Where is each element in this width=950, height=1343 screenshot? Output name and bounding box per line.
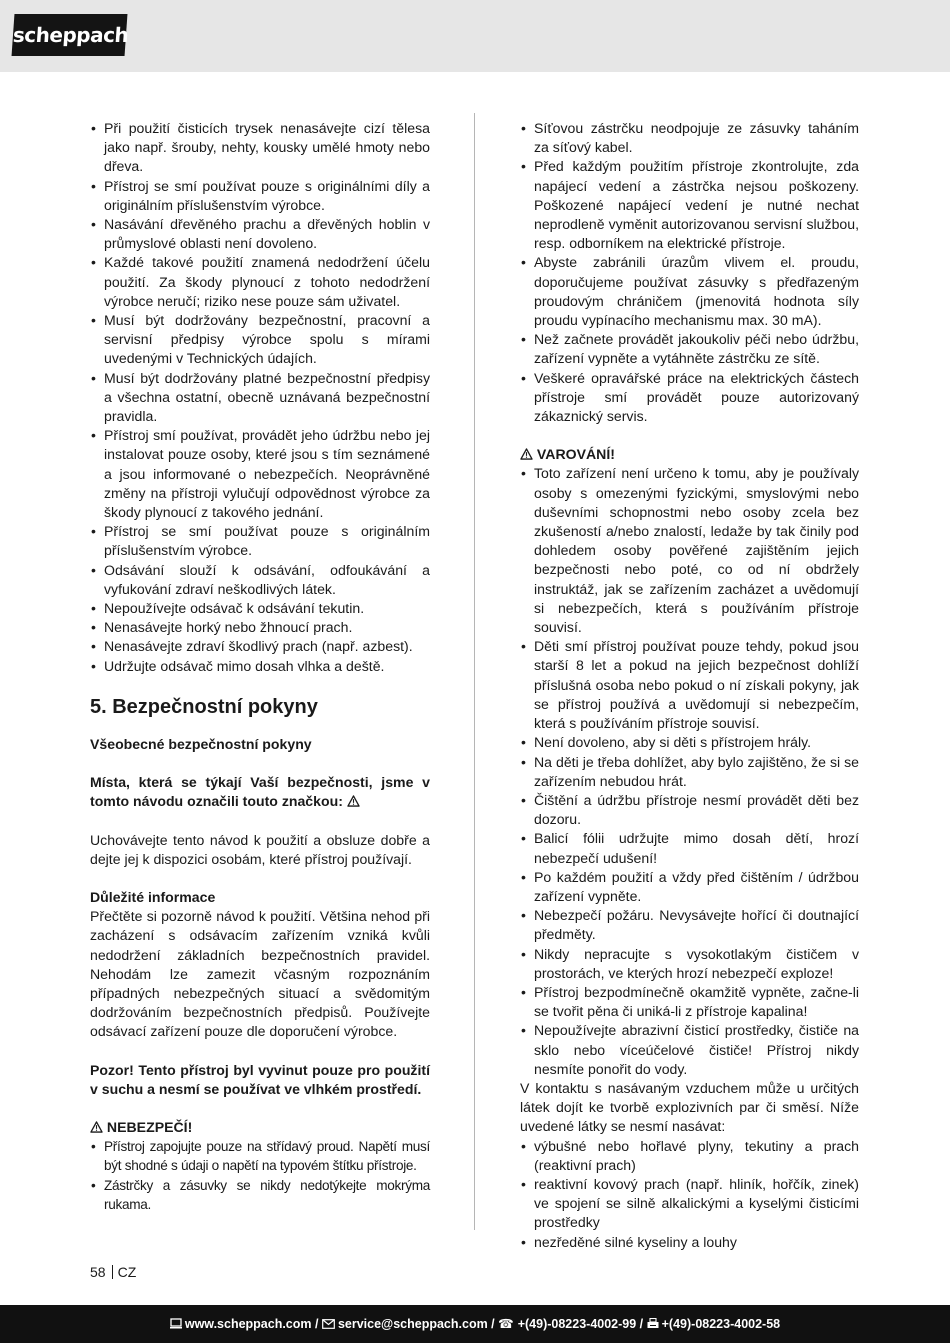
list-item: • Musí být dodržovány bezpečnostní, pracovní a servisní předpisy výrobce spolu s mírami uvedenými v Technických údajích. [90, 311, 430, 369]
usage-bullet-list [90, 119, 430, 676]
subheading: Všeobecné bezpečnostní pokyny [90, 735, 312, 752]
warning-heading [520, 445, 859, 464]
list-item: • Přístroj bezpodmínečně okamžitě vypněte, začne-li se tvořit pěna či uniká-li z přístroje kapalina! [520, 983, 859, 1021]
list-item: • Nebezpečí požáru. Nevysávejte hořící či doutnající předměty. [520, 906, 859, 944]
footer-email-text[interactable]: service@scheppach.com [337, 1317, 488, 1331]
page-number-separator [112, 1265, 113, 1279]
footer-phone-text: +(49)-08223-4002-99 [517, 1317, 637, 1331]
list-item: • Nasávání dřevěného prachu a dřevěných hoblin v průmyslové oblasti není dovoleno. [90, 215, 430, 253]
list-item: • Nepoužívejte odsávač k odsávání tekutin. [90, 599, 430, 618]
warning-triangle-icon [520, 448, 533, 460]
phone-icon: ☎ [498, 1317, 514, 1331]
info-text: Přečtěte si pozorně návod k použití. Většina nehod při zacházení s odsávacím zařízením vzniká kvůli nedodržení základních bezpečnostních pravidel. Nehodám lze zamezit včasným rozpoznáním případných nebezpečných situací a svědomitým dodržováním bezpečnostních předpisů. Používejte odsávací zařízení pouze dle doporučení výrobce. [90, 908, 430, 1040]
list-item: • Balicí fólii udržujte mimo dosah dětí, hrozí nebezpečí udušení! [520, 829, 859, 867]
contact-footer-bar: www.scheppach.com / service@scheppach.com / ☎ +(49)-08223-4002-99 / +(49)-08223-4002-58 [0, 1305, 950, 1343]
warning-triangle-icon [90, 1121, 103, 1133]
list-item: • Přístroj se smí používat pouze s originálním příslušenstvím výrobce. [90, 522, 430, 560]
list-item: • Nenasávejte horký nebo žhnoucí prach. [90, 618, 430, 637]
list-item: • Při použití čisticích trysek nenasávejte cizí tělesa jako např. šrouby, nehty, kousky umělé hmoty nebo dřeva. [90, 119, 430, 177]
list-item: • Odsávání slouží k odsávání, odfoukávání a vyfukování zdraví neškodlivých látek. [90, 561, 430, 599]
warning-triangle-icon [347, 795, 360, 807]
column-divider [474, 113, 475, 1230]
caution-text: Pozor! Tento přístroj byl vyvinut pouze pro použití v suchu a nesmí se používat ve vlhkém prostředí. [90, 1061, 430, 1097]
list-item: • Nenasávejte zdraví škodlivý prach (např. azbest). [90, 637, 430, 656]
right-column [520, 119, 859, 1252]
list-item: • Děti smí přístroj používat pouze tehdy, pokud jsou starší 8 let a pokud na jejich bezpečnost dohlíží příslušná osoba nebo pokud o ní získali pokyny, jak se přístroj používá a uvědomují si nebezpečím, která s používáním přístroje souvisí. [520, 637, 859, 733]
list-item: • Zástrčky a zásuvky se nikdy nedotýkejte mokrýma rukama. [90, 1176, 430, 1214]
list-item: • Přístroj smí používat, provádět jeho údržbu nebo jej instalovat pouze osoby, které jsou s tím seznámené a jsou informované o nebezpečích. Neoprávněné změny na přístroji vylučují odpovědnost výrobce za škody plynoucí z takového jednání. [90, 426, 430, 522]
list-item: • Před každým použitím přístroje zkontrolujte, zda napájecí vedení a zástrčka nejsou poškozeny. Poškozené napájecí vedení je nutné nechat neprodleně vyměnit autorizovanou servisní službou, resp. odborníkem na elektrické přístroje. [520, 157, 859, 253]
list-item: • nezředěné silné kyseliny a louhy [520, 1233, 859, 1252]
safety-mark-note-text: Místa, která se týkají Vaší bezpečnosti, jsme v tomto návodu označili touto značkou: [90, 774, 430, 810]
danger-title: NEBEZPEČÍ! [106, 1118, 193, 1135]
envelope-icon [322, 1319, 335, 1329]
footer-web [170, 1317, 312, 1331]
list-item: • Abyste zabránili úrazům vlivem el. proudu, doporučujeme používat zásuvky s předřazeným proudovým chráničem (jmenovitá hodnota síly proudu vypínacího mechanismu max. 30 mA). [520, 253, 859, 330]
electrical-bullet-list [520, 119, 859, 426]
footer-phone [498, 1317, 636, 1331]
list-item: • Každé takové použití znamená nedodržení účelu použití. Za škody plynoucí z tohoto nedodržení výrobce neručí; riziko nese pouze sám uživatel. [90, 253, 430, 311]
list-item: • Toto zařízení není určeno k tomu, aby je používaly osoby s omezenými fyzickými, smyslovými nebo duševními schopnostmi nebo osoby zcela bez zkušeností a/nebo znalostí, ledaže by tak činily pod dohledem osoby pověřené zajištěním jejich bezpečnosti nebo poté, co od ní obdržely instruktáž, jak se zařízením zacházet a uvědomují si nebezpečích, která s používáním přístroje souvisí. [520, 464, 859, 637]
list-item: • Síťovou zástrčku neodpojuje ze zásuvky taháním za síťový kabel. [520, 119, 859, 157]
contact-text: V kontaktu s nasávaným vzduchem může u určitých látek dojít ke tvorbě explozivních par či směsí. Níže uvedené látky se nesmí nasávat: [520, 1079, 859, 1135]
list-item: • Přístroj zapojujte pouze na střídavý proud. Napětí musí být shodné s údaji o napětí na typovém štítku přístroje. [90, 1137, 430, 1175]
danger-heading [90, 1118, 430, 1137]
list-item: • Veškeré opravářské práce na elektrických částech přístroje smí provádět pouze autorizovaný zákaznický servis. [520, 369, 859, 427]
info-title: Důležité informace [90, 888, 216, 905]
list-item: • Nepoužívejte abrazivní čisticí prostředky, čističe na sklo nebo víceúčelové čističe! Přístroj nikdy nesmíte ponořit do vody. [520, 1021, 859, 1079]
page-language: CZ [117, 1264, 137, 1280]
list-item: • Není dovoleno, aby si děti s přístrojem hrály. [520, 733, 859, 752]
footer-web-text[interactable]: www.scheppach.com [184, 1317, 312, 1331]
list-item: • Přístroj se smí používat pouze s originálními díly a originálním příslušenstvím výrobce. [90, 177, 430, 215]
warning-title: VAROVÁNÍ! [536, 446, 615, 463]
list-item: • Na děti je třeba dohlížet, aby bylo zajištěno, že si se zařízením nebudou hrát. [520, 753, 859, 791]
list-item: • Udržujte odsávač mimo dosah vlhka a deště. [90, 657, 430, 676]
footer-email [322, 1317, 488, 1331]
substances-bullet-list [520, 1137, 859, 1252]
list-item: • Čištění a údržbu přístroje nesmí provádět děti bez dozoru. [520, 791, 859, 829]
header-band [0, 0, 950, 72]
warning-bullet-list [520, 464, 859, 1079]
scheppach-logo: scheppach [12, 14, 128, 56]
list-item: • Po každém použití a vždy před čištěním / údržbou zařízení vypněte. [520, 868, 859, 906]
safety-mark-note [90, 773, 430, 811]
list-item: • Musí být dodržovány platné bezpečnostní předpisy a všechna ostatní, obecně uznávaná bezpečnostní pravidla. [90, 369, 430, 427]
footer-fax-text: +(49)-08223-4002-58 [661, 1317, 781, 1331]
page-number [90, 1264, 136, 1280]
list-item: • výbušné nebo hořlavé plyny, tekutiny a prach (reaktivní prach) [520, 1137, 859, 1175]
fax-icon [647, 1318, 659, 1329]
keep-manual-text: Uchovávejte tento návod k použití a obsluze dobře a dejte jej k dispozici osobám, které přístroj používají. [90, 831, 430, 867]
list-item: • Než začnete provádět jakoukoliv péči nebo údržbu, zařízení vypněte a vytáhněte zástrčku ze sítě. [520, 330, 859, 368]
danger-bullet-list [90, 1137, 430, 1214]
list-item: • reaktivní kovový prach (např. hliník, hořčík, zinek) ve spojení se silně alkalickými a kyselými čisticími prostředky [520, 1175, 859, 1233]
section-heading: 5. Bezpečnostní pokyny [90, 695, 318, 718]
page-number-value: 58 [90, 1264, 106, 1280]
list-item: • Nikdy nepracujte s vysokotlakým čističem v prostorách, ve kterých hrozí nebezpečí exploze! [520, 945, 859, 983]
left-column [90, 119, 430, 1214]
footer-fax [647, 1317, 781, 1331]
monitor-icon [170, 1318, 182, 1329]
